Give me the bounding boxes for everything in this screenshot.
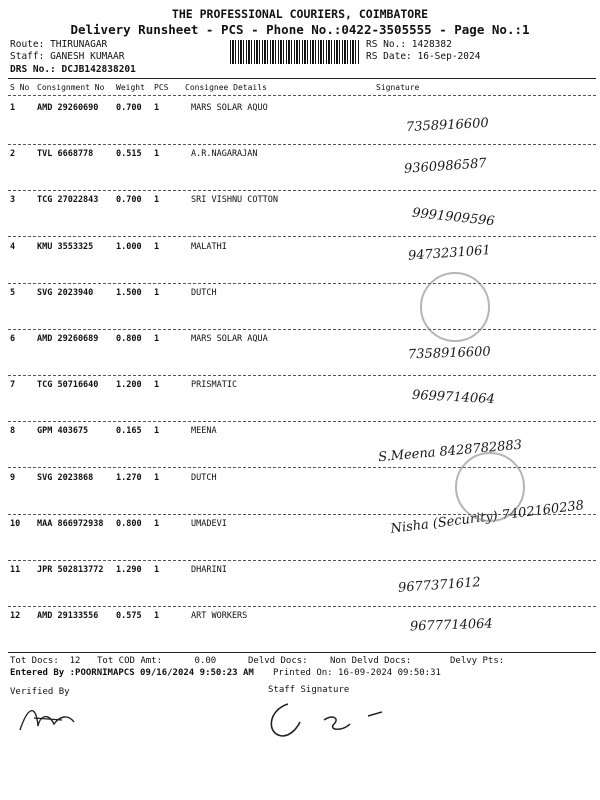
row-pcs: 1 (154, 518, 160, 529)
table-row (0, 380, 600, 424)
header-bottom-rule (8, 95, 596, 96)
row-weight: 0.515 (116, 149, 142, 160)
row-consignment-no: GPM 403675 (37, 426, 89, 437)
rs-date-line (366, 51, 480, 62)
row-pcs: 1 (154, 103, 160, 113)
row-weight: 1.290 (116, 565, 142, 575)
row-pcs: 1 (154, 565, 160, 575)
row-weight: 0.800 (116, 518, 142, 529)
table-row (0, 519, 600, 563)
col-consignment: Consignment No (37, 83, 105, 92)
row-weight: 0.165 (116, 426, 142, 437)
row-sno: 6 (10, 334, 16, 344)
row-weight: 0.700 (116, 195, 142, 206)
row-consignee: SRI VISHNU COTTON (191, 195, 278, 206)
row-weight: 1.270 (116, 472, 142, 483)
row-signature: 9699714064 (411, 387, 496, 408)
row-signature: 9677714064 (409, 616, 493, 635)
non-delivered-docs: Non Delvd Docs: (330, 656, 412, 666)
barcode (230, 40, 360, 64)
row-consignee: MEENA (191, 426, 217, 437)
row-weight: 1.200 (116, 380, 142, 391)
delivery-points: Delvy Pts: (450, 656, 505, 666)
row-weight: 0.700 (116, 103, 142, 113)
drs-value: DCJB142838201 (61, 64, 136, 75)
row-pcs: 1 (154, 149, 160, 160)
row-sno: 3 (10, 195, 16, 206)
table-row (0, 334, 600, 378)
table-row (0, 288, 600, 332)
staff-line (10, 51, 124, 62)
row-sno: 9 (10, 472, 16, 483)
row-consignee: DUTCH (191, 287, 217, 298)
row-signature: Nisha (Security) 7402160238 (389, 498, 585, 537)
route-label: Route: (10, 39, 45, 50)
table-row (0, 242, 600, 286)
col-sno: S No (10, 83, 30, 92)
header-top-rule (8, 78, 596, 79)
row-consignee: MARS SOLAR AQUO (191, 103, 268, 113)
row-divider (8, 236, 596, 237)
row-pcs: 1 (154, 287, 160, 298)
row-consignee: A.R.NAGARAJAN (191, 149, 258, 160)
row-divider (8, 283, 596, 284)
row-pcs: 1 (154, 380, 160, 391)
row-consignment-no: TCG 50716640 (37, 380, 99, 391)
row-sno: 4 (10, 241, 16, 252)
drs-label: DRS No.: (10, 64, 56, 75)
row-pcs: 1 (154, 195, 160, 206)
printed-on: Printed On: 16-09-2024 09:50:31 (273, 668, 441, 678)
row-sno: 8 (10, 426, 16, 437)
total-cod-amount: Tot COD Amt: 0.00 (97, 656, 217, 666)
row-consignment-no: JPR 502813772 (37, 565, 104, 575)
row-weight: 1.000 (116, 241, 142, 252)
staff-signature (258, 698, 398, 742)
rs-no-label: RS No.: (366, 39, 407, 50)
row-consignment-no: SVG 2023868 (37, 472, 94, 483)
rs-no-value: 1428382 (411, 39, 452, 50)
col-consignee: Consignee Details (185, 83, 267, 92)
row-signature: 9360986587 (403, 156, 488, 177)
table-row (0, 611, 600, 655)
row-sno: 12 (10, 611, 21, 622)
row-weight: 0.800 (116, 334, 142, 344)
row-divider (8, 375, 596, 376)
row-signature: 7358916600 (407, 344, 491, 363)
staff-value: GANESH KUMAAR (50, 51, 125, 62)
row-consignee: UMADEVI (191, 518, 227, 529)
footer-rule (8, 652, 596, 653)
row-sno: 10 (10, 518, 21, 529)
row-divider (8, 190, 596, 191)
delivered-docs: Delvd Docs: (248, 656, 308, 666)
row-pcs: 1 (154, 426, 160, 437)
row-signature: 9991909596 (411, 205, 496, 230)
row-sno: 2 (10, 149, 16, 160)
row-pcs: 1 (154, 241, 160, 252)
row-consignment-no: TVL 6668778 (37, 149, 94, 160)
row-consignee: MALATHI (191, 241, 227, 252)
row-consignment-no: TCG 27022843 (37, 195, 99, 206)
row-weight: 1.500 (116, 287, 142, 298)
total-docs: Tot Docs: 12 (10, 656, 81, 666)
row-divider (8, 144, 596, 145)
row-consignment-no: AMD 29133556 (37, 611, 99, 622)
row-signature: S.Meena 8428782883 (377, 437, 523, 466)
rs-no-line (366, 39, 452, 50)
col-weight: Weight (116, 83, 145, 92)
row-sno: 1 (10, 103, 16, 113)
row-divider (8, 606, 596, 607)
drs-line (10, 64, 136, 75)
rs-date-label: RS Date: (366, 51, 412, 62)
delivery-stamp (455, 452, 525, 522)
verified-by-label: Verified By (10, 687, 70, 697)
row-consignment-no: KMU 3553325 (37, 241, 94, 252)
route-line (10, 39, 107, 50)
col-pcs: PCS (154, 83, 169, 92)
row-signature: 9473231061 (407, 243, 492, 264)
row-weight: 0.575 (116, 611, 142, 622)
verified-signature (14, 698, 94, 738)
row-pcs: 1 (154, 472, 160, 483)
row-consignee: MARS SOLAR AQUA (191, 334, 268, 344)
row-consignment-no: MAA 866972938 (37, 518, 104, 529)
table-row (0, 195, 600, 239)
row-pcs: 1 (154, 334, 160, 344)
company-title: THE PROFESSIONAL COURIERS, COIMBATORE (171, 7, 429, 21)
row-signature: 9677371612 (397, 575, 482, 596)
row-pcs: 1 (154, 611, 160, 622)
row-consignee: DHARINI (191, 565, 227, 575)
entered-by: Entered By :POORNIMAPCS 09/16/2024 9:50:23 AM (10, 668, 254, 678)
delivery-stamp (420, 272, 490, 342)
col-signature: Signature (376, 83, 420, 92)
staff-signature-label: Staff Signature (268, 685, 350, 695)
table-row (0, 149, 600, 193)
runsheet-subtitle: Delivery Runsheet - PCS - Phone No.:0422-3505555 - Page No.:1 (70, 22, 530, 37)
staff-label: Staff: (10, 51, 45, 62)
route-value: THIRUNAGAR (50, 39, 108, 50)
row-consignment-no: AMD 29260690 (37, 103, 99, 113)
row-consignee: ART WORKERS (191, 611, 248, 622)
row-sno: 7 (10, 380, 16, 391)
row-sno: 11 (10, 565, 21, 575)
row-consignee: PRISMATIC (191, 380, 238, 391)
row-consignee: DUTCH (191, 472, 217, 483)
row-consignment-no: AMD 29260689 (37, 334, 99, 344)
rs-date-value: 16-Sep-2024 (417, 51, 481, 62)
row-sno: 5 (10, 287, 16, 298)
row-divider (8, 329, 596, 330)
row-divider (8, 560, 596, 561)
row-divider (8, 421, 596, 422)
table-row (0, 103, 600, 147)
row-signature: 7358916600 (405, 115, 490, 136)
table-row (0, 565, 600, 609)
row-consignment-no: SVG 2023940 (37, 287, 94, 298)
